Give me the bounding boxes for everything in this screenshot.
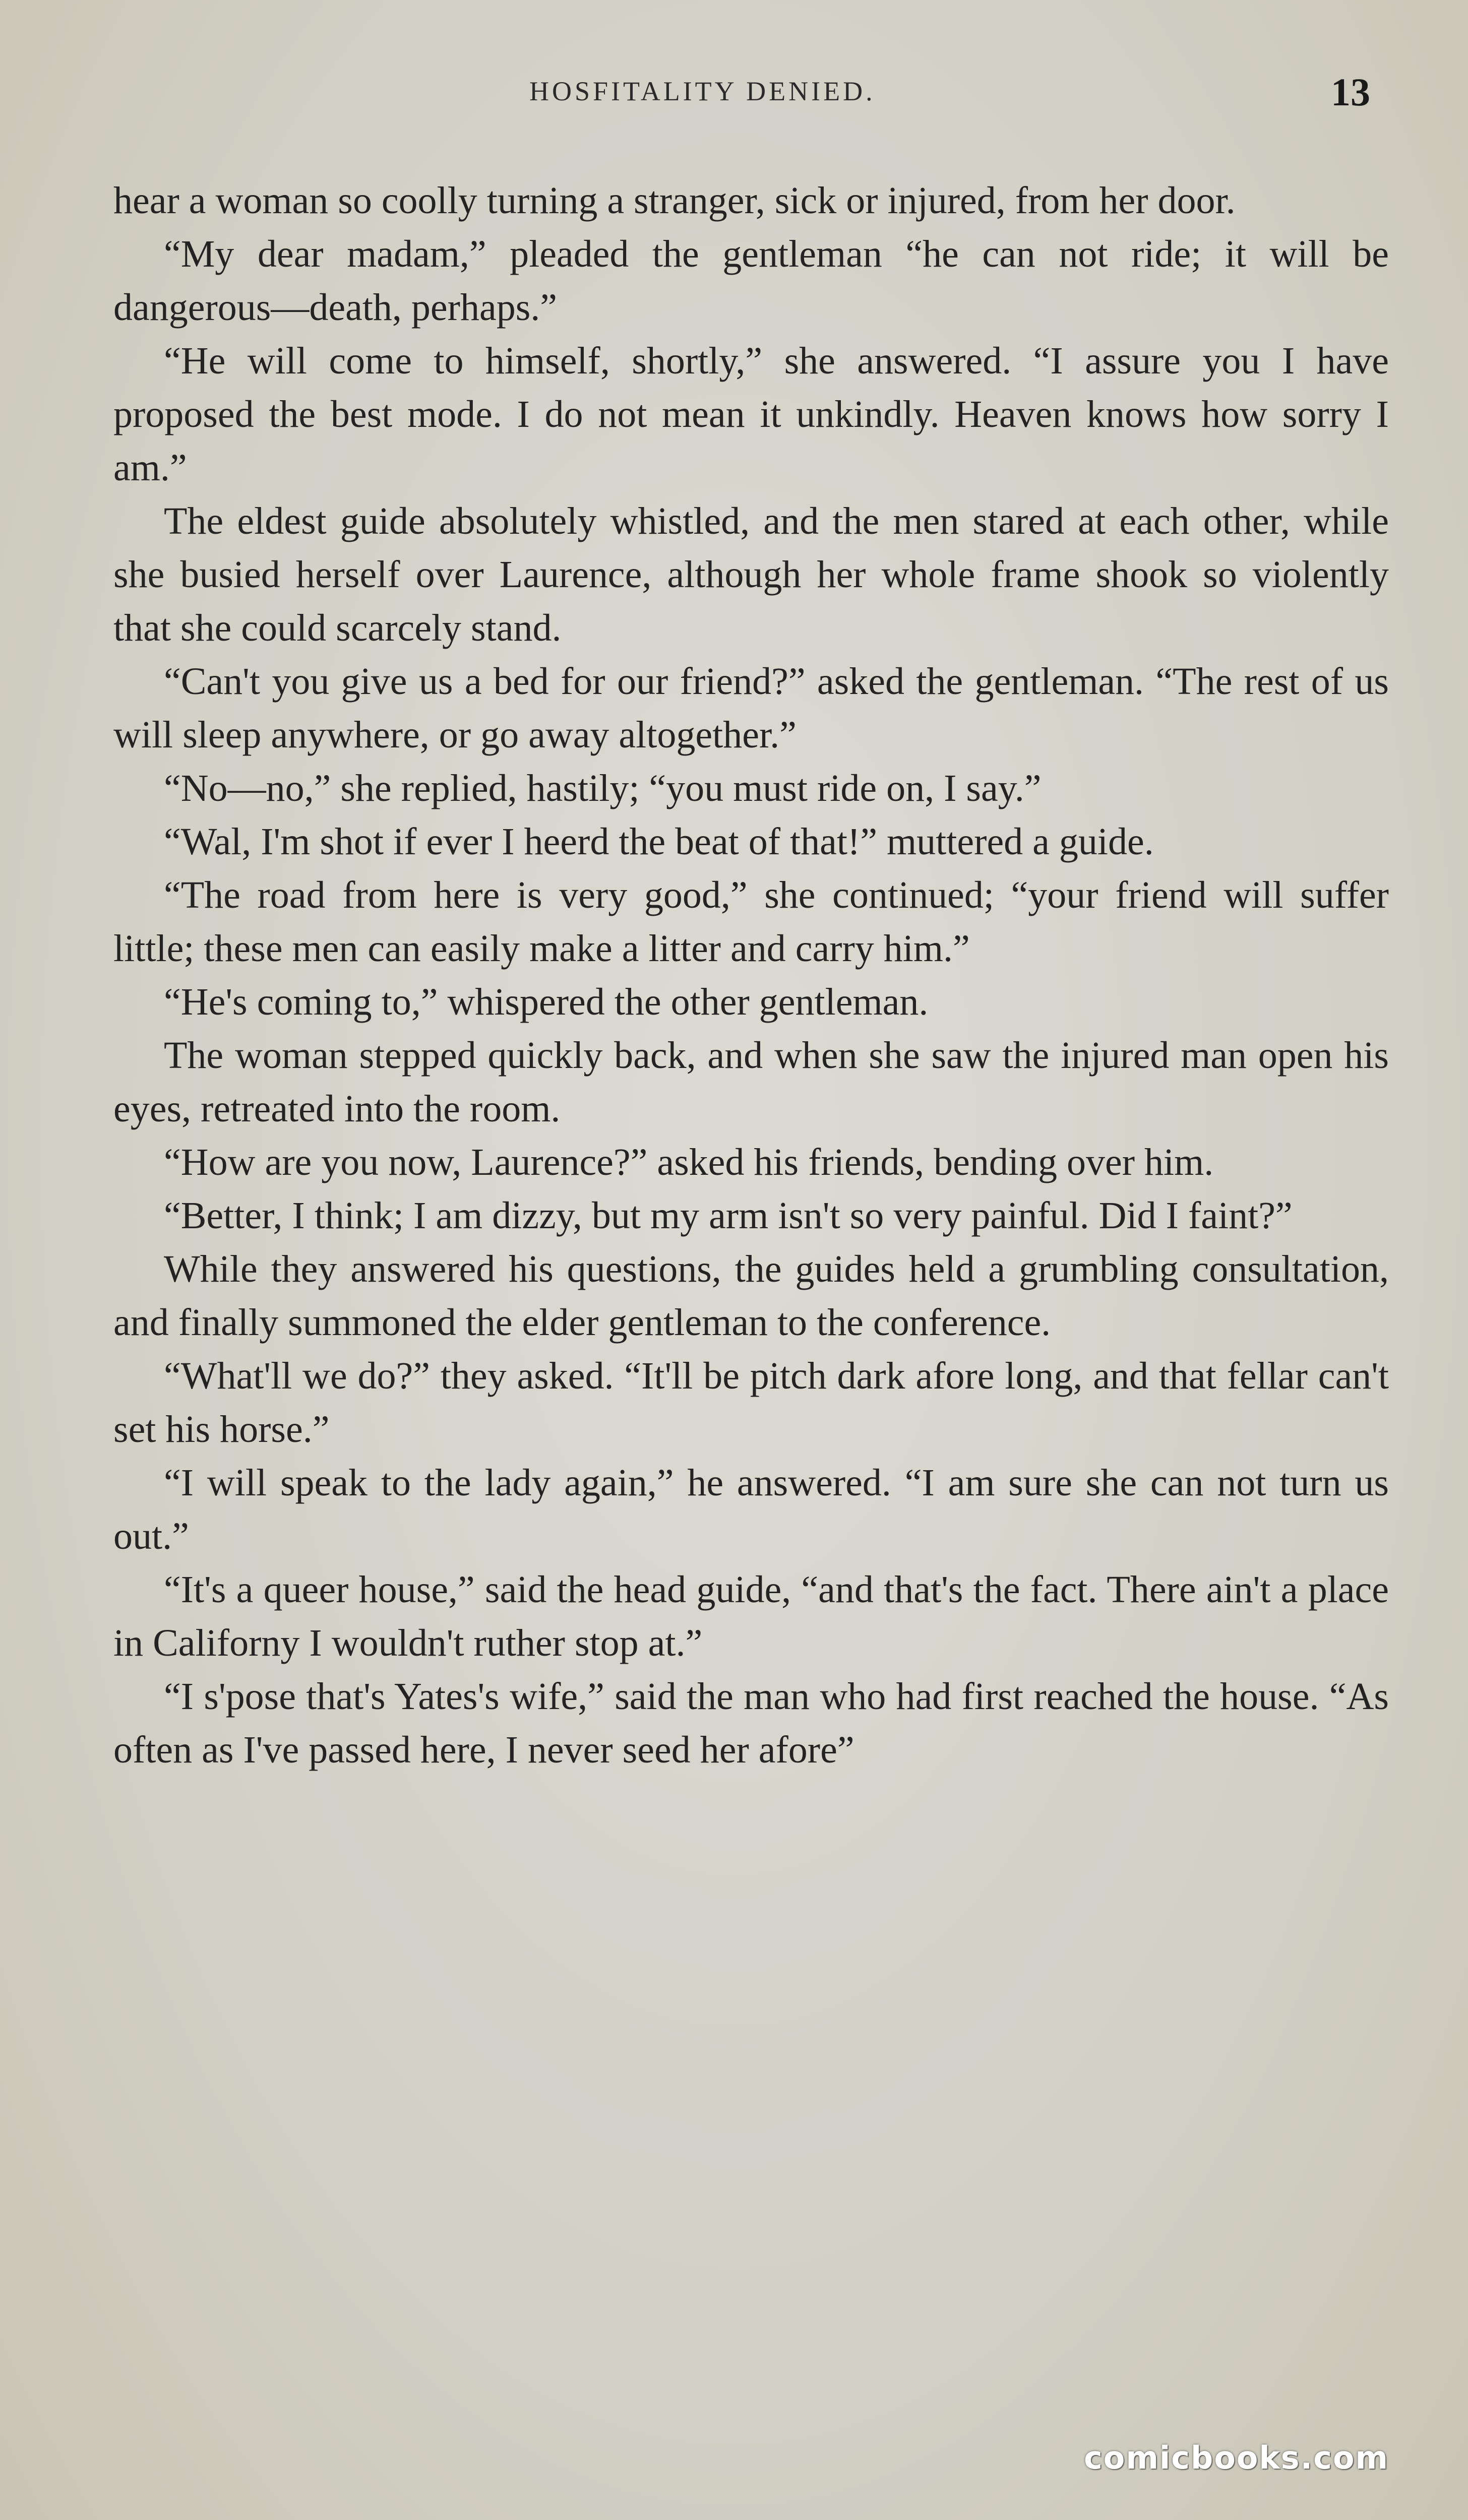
running-head: HOSFITALITY DENIED. <box>529 76 876 106</box>
paragraph: While they answered his questions, the guides held a grumbling consultation, and finally summoned the elder gentleman to the conference. <box>113 1248 1389 1344</box>
paragraph: “What'll we do?” they asked. “It'll be pitch dark afore long, and that fellar can't set his horse.” <box>113 1355 1389 1451</box>
paragraph: The woman stepped quickly back, and when she saw the injured man open his eyes, retreated into the room. <box>113 1034 1389 1130</box>
paragraph: “How are you now, Laurence?” asked his friends, bending over him. <box>164 1141 1214 1183</box>
page-header <box>0 70 1468 116</box>
paragraph: “Wal, I'm shot if ever I heerd the beat of that!” muttered a guide. <box>164 821 1154 863</box>
paragraph: The eldest guide absolutely whistled, and the men stared at each other, while she busied herself over Laurence, although her whole frame shook so violently that she could scarcely stand. <box>113 500 1389 649</box>
paragraph: hear a woman so coolly turning a stranger, sick or injured, from her door. <box>113 179 1236 222</box>
paragraph: “He will come to himself, shortly,” she answered. “I assure you I have proposed the best mode. I do not mean it unkindly. Heaven knows how sorry I am.” <box>113 340 1389 489</box>
paragraph: “My dear madam,” pleaded the gentleman “he can not ride; it will be dangerous—death, perhaps.” <box>113 233 1389 329</box>
paragraph: “Can't you give us a bed for our friend?” asked the gentleman. “The rest of us will sleep anywhere, or go away altogether.” <box>113 660 1389 756</box>
paragraph: “He's coming to,” whispered the other gentleman. <box>164 981 929 1023</box>
paragraph: “It's a queer house,” said the head guide, “and that's the fact. There ain't a place in Californy I wouldn't ruther stop at.” <box>113 1568 1389 1664</box>
page-number: 13 <box>1331 70 1370 114</box>
paragraph: “I s'pose that's Yates's wife,” said the man who had first reached the house. “As often as I've passed here, I never seed her afore” <box>113 1675 1389 1771</box>
body-text <box>113 174 1389 1777</box>
paragraph: “I will speak to the lady again,” he answered. “I am sure she can not turn us out.” <box>113 1462 1389 1557</box>
watermark: comicbooks.com <box>1084 2439 1389 2476</box>
paragraph: “The road from here is very good,” she continued; “your friend will suffer little; these men can easily make a litter and carry him.” <box>113 874 1389 970</box>
paragraph: “No—no,” she replied, hastily; “you must ride on, I say.” <box>164 767 1042 809</box>
paragraph: “Better, I think; I am dizzy, but my arm isn't so very painful. Did I faint?” <box>164 1194 1293 1237</box>
